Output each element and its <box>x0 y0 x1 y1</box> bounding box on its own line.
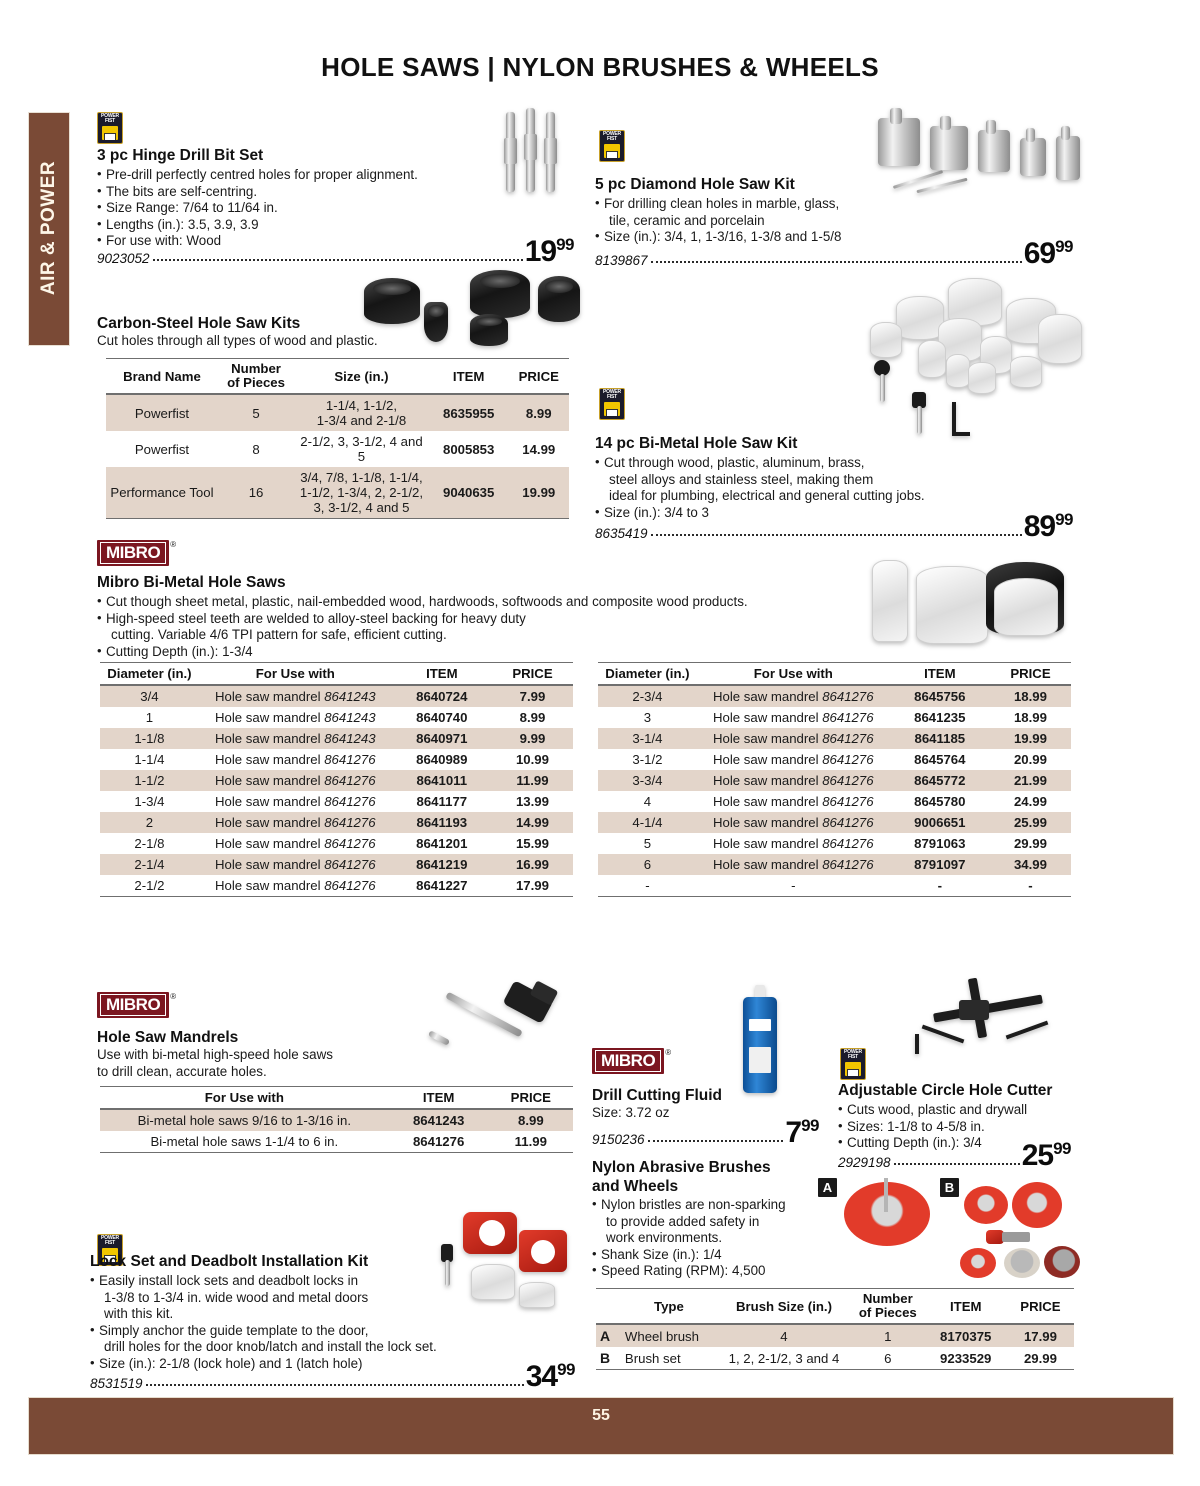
cell-for-use-with: Hole saw mandrel 8641276 <box>214 878 376 893</box>
leader-dots <box>648 1139 784 1142</box>
bullet: • Cutting Depth (in.): 3/4 <box>838 1135 1098 1152</box>
cell-price: 17.99 <box>1007 1324 1074 1347</box>
bullet: • Speed Rating (RPM): 4,500 <box>592 1263 832 1280</box>
col-number-of-pieces: Number of Pieces <box>227 361 285 390</box>
cell-price: 21.99 <box>990 770 1071 791</box>
product-bullets-mibro-bimetal-hole-saws <box>97 594 857 660</box>
cell-price: 24.99 <box>1013 794 1047 809</box>
leader-dots <box>651 533 1022 536</box>
cell-price: 8.99 <box>489 1109 573 1131</box>
table-row <box>100 770 573 791</box>
cell-diameter: 3/4 <box>100 685 199 707</box>
table-row <box>598 770 1071 791</box>
fist-icon <box>102 126 118 140</box>
bullet-continuation: work environments. <box>606 1230 723 1246</box>
power-fist-line2: FIST <box>104 118 116 124</box>
mibro-logo <box>592 1048 672 1074</box>
power-fist-line1: POWER <box>844 1049 862 1055</box>
col-item: ITEM <box>452 368 485 384</box>
cell-price: 20.99 <box>1013 752 1047 767</box>
nylon-brush-images <box>818 1178 1078 1278</box>
table-row <box>100 728 573 749</box>
cell-diameter: 1-1/8 <box>100 728 199 749</box>
power-fist-logo <box>599 130 625 162</box>
cell-for-use-with: Hole saw mandrel 8641243 <box>199 728 392 749</box>
mibro-logo <box>97 992 177 1018</box>
col-diameter: Diameter (in.) <box>107 666 192 681</box>
table-row <box>100 875 573 897</box>
table-row <box>106 467 569 519</box>
product-title-diamond-hole-saw-kit: 5 pc Diamond Hole Saw Kit <box>595 176 795 193</box>
price-row-adjustable-circle-hole-cutter <box>838 1140 1071 1170</box>
cell-price: 11.99 <box>514 1134 547 1149</box>
product-size-drill-cutting-fluid: Size: 3.72 oz <box>592 1105 670 1120</box>
mibro-logo-text: MIBRO <box>100 994 166 1016</box>
product-title-adjustable-circle-hole-cutter: Adjustable Circle Hole Cutter <box>838 1082 1053 1099</box>
cell-price: 8.99 <box>519 710 546 725</box>
cell-item: 8641185 <box>890 728 990 749</box>
price: $89^{99}$ <box>1023 510 1073 543</box>
table-hole-saw-mandrels <box>100 1086 573 1153</box>
cell-price: 7.99 <box>492 685 573 707</box>
cell-diameter: 2-3/4 <box>598 685 697 707</box>
cell-item: - <box>937 878 943 893</box>
mibro-bimetal-hole-saws-image <box>868 550 1068 660</box>
price-row-diamond-hole-saw-kit <box>595 238 1073 268</box>
cell-for-use-with: Hole saw mandrel 8641276 <box>697 812 890 833</box>
cell-item: 8645756 <box>890 685 990 707</box>
cell-item: 9040635 <box>429 467 509 519</box>
cell-diameter: - <box>645 878 650 893</box>
cell-diameter: 2-1/2 <box>134 878 165 893</box>
cell-brush-size: 1, 2, 2-1/2, 3 and 4 <box>728 1350 840 1366</box>
table-row <box>100 685 573 707</box>
cell-item: 8641276 <box>412 1134 465 1149</box>
registered-mark: ® <box>170 540 177 549</box>
cell-letter: A <box>596 1324 621 1347</box>
bullet-continuation: to provide added safety in <box>606 1213 760 1229</box>
bullet: • For drilling clean holes in marble, glass, <box>595 196 1015 213</box>
section-tab-air-and-power <box>28 112 70 346</box>
cell-price: 16.99 <box>492 854 573 875</box>
table-mibro-bimetal-hole-saws-right <box>598 662 1071 897</box>
product-bullets-lock-set-kit <box>90 1273 580 1373</box>
callout-badge-b: B <box>940 1178 959 1197</box>
bullet: • Sizes: 1-1/8 to 4-5/8 in. <box>838 1119 1098 1136</box>
bullet-continuation: 1-3/8 to 1-3/4 in. wide wood and metal doors <box>104 1289 369 1305</box>
cell-size: 2-1/2, 3, 3-1/2, 4 and 5 <box>300 434 423 464</box>
cell-for-use-with: Hole saw mandrel 8641276 <box>214 794 376 809</box>
bullet: • High-speed steel teeth are welded to alloy-steel backing for heavy duty <box>97 611 857 628</box>
cell-price: - <box>1028 878 1033 893</box>
cell-for-use-with: Hole saw mandrel 8641276 <box>199 812 392 833</box>
product-title-hole-saw-mandrels: Hole Saw Mandrels <box>97 1029 239 1046</box>
cell-diameter: 2-1/4 <box>100 854 199 875</box>
cell-price: 18.99 <box>990 685 1071 707</box>
cell-for-use-with: Hole saw mandrel 8641276 <box>712 752 874 767</box>
cell-price: 18.99 <box>1013 710 1047 725</box>
leader-dots <box>894 1162 1020 1165</box>
cell-pieces: 5 <box>218 394 294 431</box>
cell-price: 13.99 <box>515 794 549 809</box>
mibro-logo-text: MIBRO <box>100 542 166 564</box>
price: $69^{99}$ <box>1023 237 1073 270</box>
product-subtitle-carbon-steel-hole-saw-kits: Cut holes through all types of wood and plastic. <box>97 333 378 348</box>
cell-for-use-with: Bi-metal hole saws 1-1/4 to 6 in. <box>150 1134 339 1149</box>
power-fist-line2: FIST <box>606 394 618 400</box>
cell-item: 8641227 <box>416 878 468 893</box>
cell-item: 8641177 <box>416 794 468 809</box>
bullet: • Size (in.): 2-1/8 (lock hole) and 1 (latch hole) <box>90 1356 580 1373</box>
table-row <box>106 431 569 467</box>
col-for-use-with: For Use with <box>753 666 833 681</box>
hinge-drill-bit-image <box>500 108 570 198</box>
cell-pieces: 6 <box>884 1350 892 1366</box>
cell-brand: Powerfist <box>106 394 218 431</box>
cell-for-use-with: Hole saw mandrel 8641276 <box>214 836 376 851</box>
cell-item: 8645764 <box>914 752 966 767</box>
cell-price: 10.99 <box>515 752 549 767</box>
cell-item: 8640740 <box>416 710 468 725</box>
sku: 8635419 <box>595 526 648 541</box>
col-item: ITEM <box>426 666 458 681</box>
power-fist-logo <box>97 112 123 144</box>
price: $25^{99}$ <box>1021 1139 1071 1172</box>
col-price: PRICE <box>1010 666 1051 681</box>
table-row <box>596 1347 1074 1370</box>
sku: 8531519 <box>90 1376 143 1391</box>
sku: 2929198 <box>838 1155 891 1170</box>
table-row <box>100 854 573 875</box>
bullet: • Cut though sheet metal, plastic, nail-embedded wood, hardwoods, softwoods and composite wood products. <box>97 594 857 611</box>
power-fist-line2: FIST <box>104 1240 116 1246</box>
col-price: PRICE <box>512 666 553 681</box>
cell-diameter: 1-1/2 <box>100 770 199 791</box>
cell-for-use-with: Hole saw mandrel 8641276 <box>712 836 874 851</box>
registered-mark: ® <box>170 992 177 1001</box>
bullet: • Simply anchor the guide template to the door, <box>90 1323 580 1340</box>
cell-price: 15.99 <box>515 836 549 851</box>
table-row <box>598 749 1071 770</box>
cell-price: 25.99 <box>990 812 1071 833</box>
power-fist-logo <box>840 1048 866 1080</box>
cell-item: 8635955 <box>429 394 509 431</box>
power-fist-logo <box>599 388 625 420</box>
section-tab-label: AIR & POWER <box>38 160 59 296</box>
table-nylon-abrasive-brushes <box>596 1288 1074 1370</box>
product-subtitle-hole-saw-mandrels-line2: to drill clean, accurate holes. <box>97 1063 267 1079</box>
cell-diameter: 6 <box>598 854 697 875</box>
table-carbon-steel-hole-saw-kits <box>106 358 569 519</box>
cell-price: 19.99 <box>990 728 1071 749</box>
col-number-of-pieces: Number of Pieces <box>858 1291 917 1320</box>
fist-icon <box>604 144 620 158</box>
cell-pieces: 16 <box>218 467 294 519</box>
col-brush-size: Brush Size (in.) <box>735 1298 832 1314</box>
product-title-14pc-bimetal-hole-saw-kit: 14 pc Bi-Metal Hole Saw Kit <box>595 435 798 452</box>
table-row <box>598 685 1071 707</box>
cell-item: 9006651 <box>890 812 990 833</box>
cell-for-use-with: Hole saw mandrel 8641243 <box>214 710 376 725</box>
table-row <box>100 1109 573 1131</box>
cell-for-use-with: Hole saw mandrel 8641276 <box>214 752 376 767</box>
cell-diameter: 1-3/4 <box>134 794 165 809</box>
cell-for-use-with: Hole saw mandrel 8641276 <box>199 770 392 791</box>
registered-mark: ® <box>665 1048 672 1057</box>
product-bullets-nylon-abrasive-brushes <box>592 1197 832 1280</box>
bullet: • Easily install lock sets and deadbolt locks in <box>90 1273 580 1290</box>
col-price: PRICE <box>510 1090 551 1105</box>
leader-dots <box>651 260 1022 263</box>
bullet-continuation: ideal for plumbing, electrical and general cutting jobs. <box>609 488 925 504</box>
power-fist-line1: POWER <box>101 113 119 119</box>
mibro-logo-text: MIBRO <box>595 1050 661 1072</box>
bullet: • Shank Size (in.): 1/4 <box>592 1247 832 1264</box>
adjustable-circle-hole-cutter-image <box>905 982 1065 1072</box>
cell-item: 8170375 <box>925 1324 1007 1347</box>
cell-diameter: 2-1/8 <box>134 836 165 851</box>
cell-diameter: 3-1/2 <box>632 752 663 767</box>
cell-diameter: 1-1/4 <box>134 752 165 767</box>
cell-diameter: 3-1/4 <box>598 728 697 749</box>
mibro-logo <box>97 540 177 566</box>
page-footer <box>28 1397 1174 1455</box>
table-row <box>596 1324 1074 1347</box>
table-row <box>100 1131 573 1153</box>
col-for-use-with: For Use with <box>255 666 335 681</box>
col-item: ITEM <box>422 1090 455 1105</box>
leader-dots <box>146 1383 524 1386</box>
bullet: • For use with: Wood <box>97 233 497 250</box>
page-number: 55 <box>592 1407 610 1424</box>
product-title-carbon-steel-hole-saw-kits: Carbon-Steel Hole Saw Kits <box>97 315 301 332</box>
col-size: Size (in.) <box>334 368 389 384</box>
cell-price: 14.99 <box>522 441 556 457</box>
price-row-lock-set-kit <box>90 1361 575 1391</box>
cell-brush-size: 4 <box>717 1324 851 1347</box>
price-row-hinge-drill-bit-set <box>97 236 574 266</box>
cell-for-use-with: - <box>791 878 796 893</box>
cell-item: 8791097 <box>890 854 990 875</box>
table-row <box>100 791 573 812</box>
cell-diameter: 1 <box>145 710 154 725</box>
cell-price: 8.99 <box>509 394 569 431</box>
power-fist-line1: POWER <box>101 1235 119 1241</box>
sku: 8139867 <box>595 253 648 268</box>
cell-price: 19.99 <box>509 467 569 519</box>
bullet-continuation: tile, ceramic and porcelain <box>609 212 765 228</box>
cell-for-use-with: Hole saw mandrel 8641276 <box>697 728 890 749</box>
cell-pieces: 8 <box>252 441 260 457</box>
fist-icon <box>845 1062 861 1076</box>
table-row <box>106 394 569 431</box>
cell-type: Wheel brush <box>621 1324 717 1347</box>
cell-price: 29.99 <box>1023 1350 1057 1366</box>
cell-item: 8641219 <box>392 854 492 875</box>
col-for-use-with: For Use with <box>204 1090 284 1105</box>
cell-type: Brush set <box>624 1350 681 1366</box>
cell-for-use-with: Hole saw mandrel 8641276 <box>697 854 890 875</box>
col-letter <box>596 1289 621 1325</box>
bullet-continuation: drill holes for the door knob/latch and install the lock set. <box>104 1339 437 1355</box>
cell-for-use-with: Hole saw mandrel 8641276 <box>712 710 874 725</box>
bullet: • Lengths (in.): 3.5, 3.9, 3.9 <box>97 217 497 234</box>
cell-size: 1-1/4, 1-1/2, 1-3/4 and 2-1/8 <box>294 394 429 431</box>
cell-item: 9233529 <box>940 1350 992 1366</box>
bullet: • Nylon bristles are non-sparking <box>592 1197 832 1214</box>
price-row-14pc-bimetal-hole-saw-kit <box>595 511 1073 541</box>
cell-item: 8640989 <box>416 752 468 767</box>
product-title-nylon-abrasive-brushes-line2: and Wheels <box>592 1178 679 1195</box>
bullet: • Cuts wood, plastic and drywall <box>838 1102 1098 1119</box>
table-row <box>598 833 1071 854</box>
col-diameter: Diameter (in.) <box>605 666 690 681</box>
price-row-drill-cutting-fluid <box>592 1117 819 1147</box>
cell-price: 11.99 <box>492 770 573 791</box>
bullet: • Pre-drill perfectly centred holes for proper alignment. <box>97 167 497 184</box>
cell-diameter: 2 <box>100 812 199 833</box>
col-price: PRICE <box>1020 1298 1061 1314</box>
table-row <box>598 854 1071 875</box>
product-subtitle-hole-saw-mandrels-line1: Use with bi-metal high-speed hole saws <box>97 1047 333 1062</box>
product-title-hinge-drill-bit-set: 3 pc Hinge Drill Bit Set <box>97 147 264 164</box>
cell-brand: Powerfist <box>134 441 190 457</box>
table-row <box>598 707 1071 728</box>
table-body-right <box>598 685 1071 897</box>
cell-item: 8791063 <box>914 836 966 851</box>
cell-item: 8645780 <box>914 794 966 809</box>
cell-for-use-with: Hole saw mandrel 8641276 <box>697 685 890 707</box>
col-price: PRICE <box>518 368 559 384</box>
table-row <box>598 875 1071 897</box>
fist-icon <box>604 402 620 416</box>
bullet: • The bits are self-centring. <box>97 184 497 201</box>
bullet: • Size (in.): 3/4, 1, 1-3/16, 1-3/8 and 1-5/8 <box>595 229 1015 246</box>
table-body-left <box>100 685 573 897</box>
table-row <box>100 749 573 770</box>
callout-badge-a: A <box>818 1178 837 1197</box>
table-row <box>598 791 1071 812</box>
table-row <box>598 812 1071 833</box>
cell-price: 34.99 <box>990 854 1071 875</box>
bullet: • Cut through wood, plastic, aluminum, brass, <box>595 455 1035 472</box>
price: $34^{99}$ <box>525 1360 575 1393</box>
cell-item: 8640971 <box>392 728 492 749</box>
cell-diameter: 4-1/4 <box>598 812 697 833</box>
cell-for-use-with: Bi-metal hole saws 9/16 to 1-3/16 in. <box>100 1109 389 1131</box>
sku: 9023052 <box>97 251 150 266</box>
product-title-lock-set-kit: Lock Set and Deadbolt Installation Kit <box>90 1253 369 1270</box>
product-title-nylon-abrasive-brushes-line1: Nylon Abrasive Brushes <box>592 1159 771 1176</box>
table-mibro-bimetal-hole-saws-left <box>100 662 573 897</box>
table-row <box>100 707 573 728</box>
cell-item: 8641011 <box>392 770 492 791</box>
table-row <box>100 833 573 854</box>
cell-diameter: 3 <box>643 710 652 725</box>
cell-item: 8641201 <box>416 836 468 851</box>
cell-price: 9.99 <box>492 728 573 749</box>
price: $19^{99}$ <box>524 235 574 268</box>
power-fist-line2: FIST <box>606 136 618 142</box>
power-fist-line2: FIST <box>847 1054 859 1060</box>
product-title-mibro-bimetal-hole-saws: Mibro Bi-Metal Hole Saws <box>97 574 286 591</box>
price: $7^{99}$ <box>785 1116 819 1149</box>
cell-price: 29.99 <box>1013 836 1047 851</box>
product-title-drill-cutting-fluid: Drill Cutting Fluid <box>592 1087 723 1104</box>
bullet-continuation: with this kit. <box>104 1306 174 1322</box>
page-title: HOLE SAWS | NYLON BRUSHES & WHEELS <box>321 52 879 82</box>
table-row <box>598 728 1071 749</box>
cell-letter: B <box>600 1350 611 1366</box>
cell-diameter: 5 <box>643 836 652 851</box>
cell-for-use-with: Hole saw mandrel 8641276 <box>712 794 874 809</box>
cell-pieces: 1 <box>851 1324 925 1347</box>
power-fist-line1: POWER <box>603 131 621 137</box>
cell-for-use-with: Hole saw mandrel 8641276 <box>199 854 392 875</box>
cell-item: 8641243 <box>389 1109 489 1131</box>
bullet-continuation: steel alloys and stainless steel, making them <box>609 471 874 487</box>
cell-item: 8005853 <box>443 441 495 457</box>
col-item: ITEM <box>924 666 956 681</box>
cell-diameter: 4 <box>643 794 652 809</box>
bullet: • Size (in.): 3/4 to 3 <box>595 505 1035 522</box>
col-type: Type <box>654 1298 684 1314</box>
cell-item: 8641235 <box>914 710 966 725</box>
cell-diameter: 3-3/4 <box>598 770 697 791</box>
bullet: • Size Range: 7/64 to 11/64 in. <box>97 200 497 217</box>
cell-for-use-with: Hole saw mandrel 8641243 <box>199 685 392 707</box>
cell-price: 14.99 <box>492 812 573 833</box>
power-fist-line1: POWER <box>603 389 621 395</box>
cell-price: 17.99 <box>515 878 549 893</box>
cell-item: 8641193 <box>392 812 492 833</box>
bullet-continuation: cutting. Variable 4/6 TPI pattern for safe, efficient cutting. <box>111 627 447 643</box>
cell-size: 3/4, 7/8, 1-1/8, 1-1/4, 1-1/2, 1-3/4, 2, 2-1/2, 3, 3-1/2, 4 and 5 <box>294 467 429 519</box>
table-row <box>100 812 573 833</box>
col-brand-name: Brand Name <box>123 368 201 384</box>
sku: 9150236 <box>592 1132 645 1147</box>
leader-dots <box>153 258 523 261</box>
cell-brand: Performance Tool <box>106 467 218 519</box>
col-item: ITEM <box>949 1298 982 1314</box>
cell-for-use-with: Hole saw mandrel 8641276 <box>697 770 890 791</box>
cell-item: 8640724 <box>392 685 492 707</box>
drill-cutting-fluid-image <box>735 985 785 1095</box>
bullet: • Cutting Depth (in.): 1-3/4 <box>97 644 857 661</box>
cell-item: 8645772 <box>890 770 990 791</box>
